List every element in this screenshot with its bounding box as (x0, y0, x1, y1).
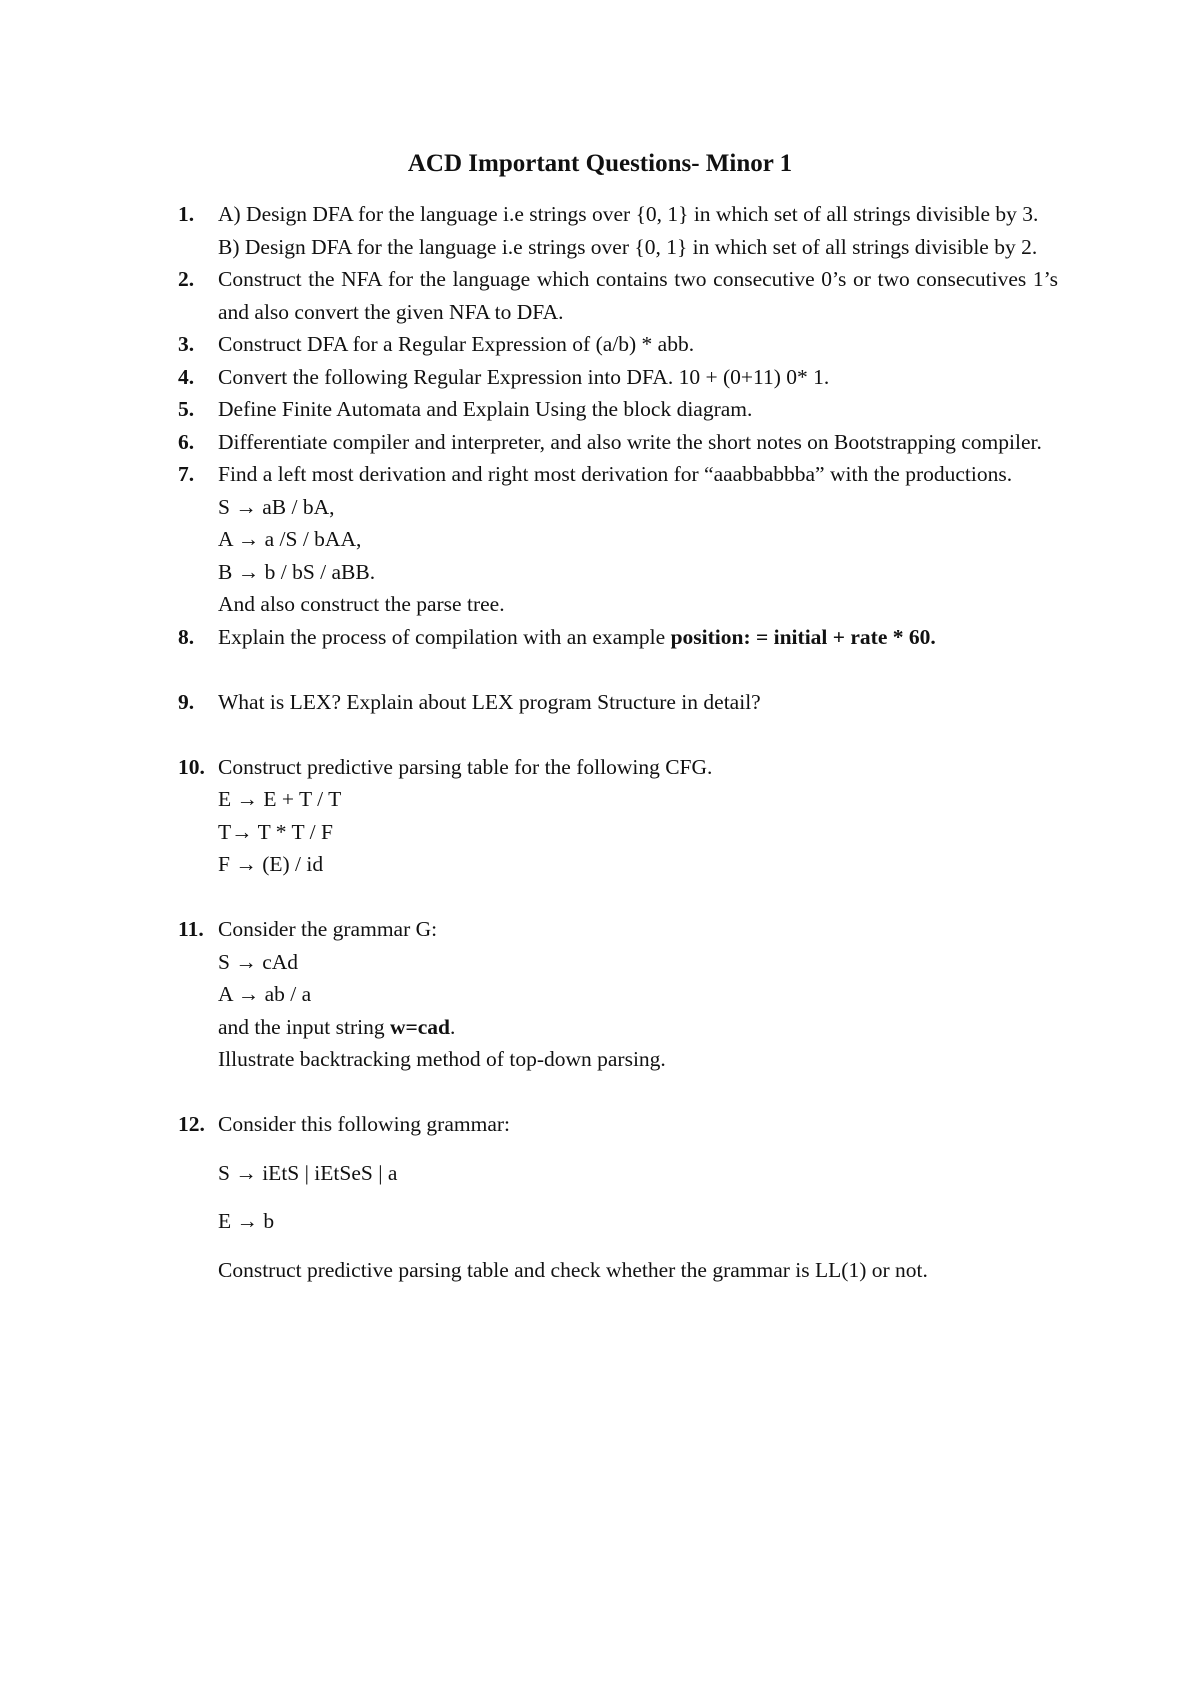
production-rule: A → a /S / bAA, (218, 527, 362, 551)
question-number: 5. (178, 397, 195, 421)
question-5 (178, 393, 1058, 426)
question-text: Construct the NFA for the language which contains two consecutive 0’s or two consecutives 1’s and also convert the given NFA to DFA. (218, 267, 1058, 324)
production-rule: E → E + T / T (218, 787, 342, 811)
question-list (178, 198, 1058, 1286)
question-number: 3. (178, 332, 195, 356)
production-rule: S → aB / bA, (218, 494, 335, 519)
question-text: Consider the grammar G: (218, 917, 438, 941)
question-2 (178, 263, 1058, 328)
question-tail: And also construct the parse tree. (218, 592, 505, 616)
question-text: Find a left most derivation and right most derivation for “aaabbabbba” with the productions. (218, 462, 1013, 486)
production-rule: B → b / bS / aBB. (218, 559, 376, 584)
question-number: 12. (178, 1112, 205, 1136)
spacer (218, 1141, 1058, 1157)
question-8 (178, 621, 1058, 654)
spacer (178, 718, 1058, 751)
production-rule: A → ab / a (218, 982, 312, 1006)
input-string-line (218, 1011, 1058, 1044)
question-text-plain: Explain the process of compilation with an example (218, 624, 671, 649)
spacer (218, 1189, 1058, 1205)
question-10 (178, 751, 1058, 881)
question-1 (178, 198, 1058, 263)
question-text (218, 621, 1058, 654)
question-number: 7. (178, 462, 195, 486)
input-string-value: w=cad (389, 1014, 451, 1039)
spacer (178, 1076, 1058, 1109)
question-number: 6. (178, 429, 195, 454)
question-text: Construct predictive parsing table for the following CFG. (218, 754, 713, 779)
production-rule: S → iEtS | iEtSeS | a (218, 1160, 398, 1185)
question-4 (178, 361, 1058, 394)
question-text: Convert the following Regular Expression into DFA. 10 + (0+11) 0* 1. (218, 364, 830, 389)
question-11 (178, 913, 1058, 1076)
spacer (178, 653, 1058, 686)
question-number: 1. (178, 202, 195, 226)
question-1-part-b: B) Design DFA for the language i.e strings over {0, 1} in which set of all strings divisible by 2. (218, 234, 1038, 259)
example-expression: position: = initial + rate * 60. (670, 624, 936, 649)
spacer (178, 881, 1058, 914)
question-text: Construct DFA for a Regular Expression of (a/b) * abb. (218, 332, 695, 356)
question-text: Differentiate compiler and interpreter, and also write the short notes on Bootstrapping compiler. (218, 429, 1042, 454)
question-9 (178, 686, 1058, 719)
question-number: 9. (178, 689, 195, 714)
document-title: ACD Important Questions- Minor 1 (407, 150, 793, 177)
question-6 (178, 426, 1058, 459)
question-text: Define Finite Automata and Explain Using the block diagram. (218, 397, 753, 421)
question-12 (178, 1108, 1058, 1286)
question-number: 4. (178, 364, 195, 389)
question-number: 2. (178, 267, 195, 291)
question-1-part-a: A) Design DFA for the language i.e strings over {0, 1} in which set of all strings divisible by 3. (218, 202, 1039, 226)
production-rule: S → cAd (218, 949, 299, 974)
production-rule: E → b (218, 1209, 275, 1233)
question-3 (178, 328, 1058, 361)
input-string-suffix: . (450, 1014, 456, 1039)
question-number: 11. (178, 917, 204, 941)
production-rule: F → (E) / id (218, 852, 324, 876)
production-rule: T→ T * T / F (218, 819, 333, 844)
question-tail: Illustrate backtracking method of top-down parsing. (218, 1047, 666, 1071)
question-tail: Construct predictive parsing table and check whether the grammar is LL(1) or not. (218, 1257, 928, 1282)
question-text: What is LEX? Explain about LEX program Structure in detail? (218, 689, 761, 714)
input-string-prefix: and the input string (218, 1014, 390, 1039)
question-7 (178, 458, 1058, 621)
spacer (218, 1238, 1058, 1254)
question-text: Consider this following grammar: (218, 1112, 511, 1136)
question-number: 10. (178, 754, 205, 779)
question-number: 8. (178, 624, 195, 649)
